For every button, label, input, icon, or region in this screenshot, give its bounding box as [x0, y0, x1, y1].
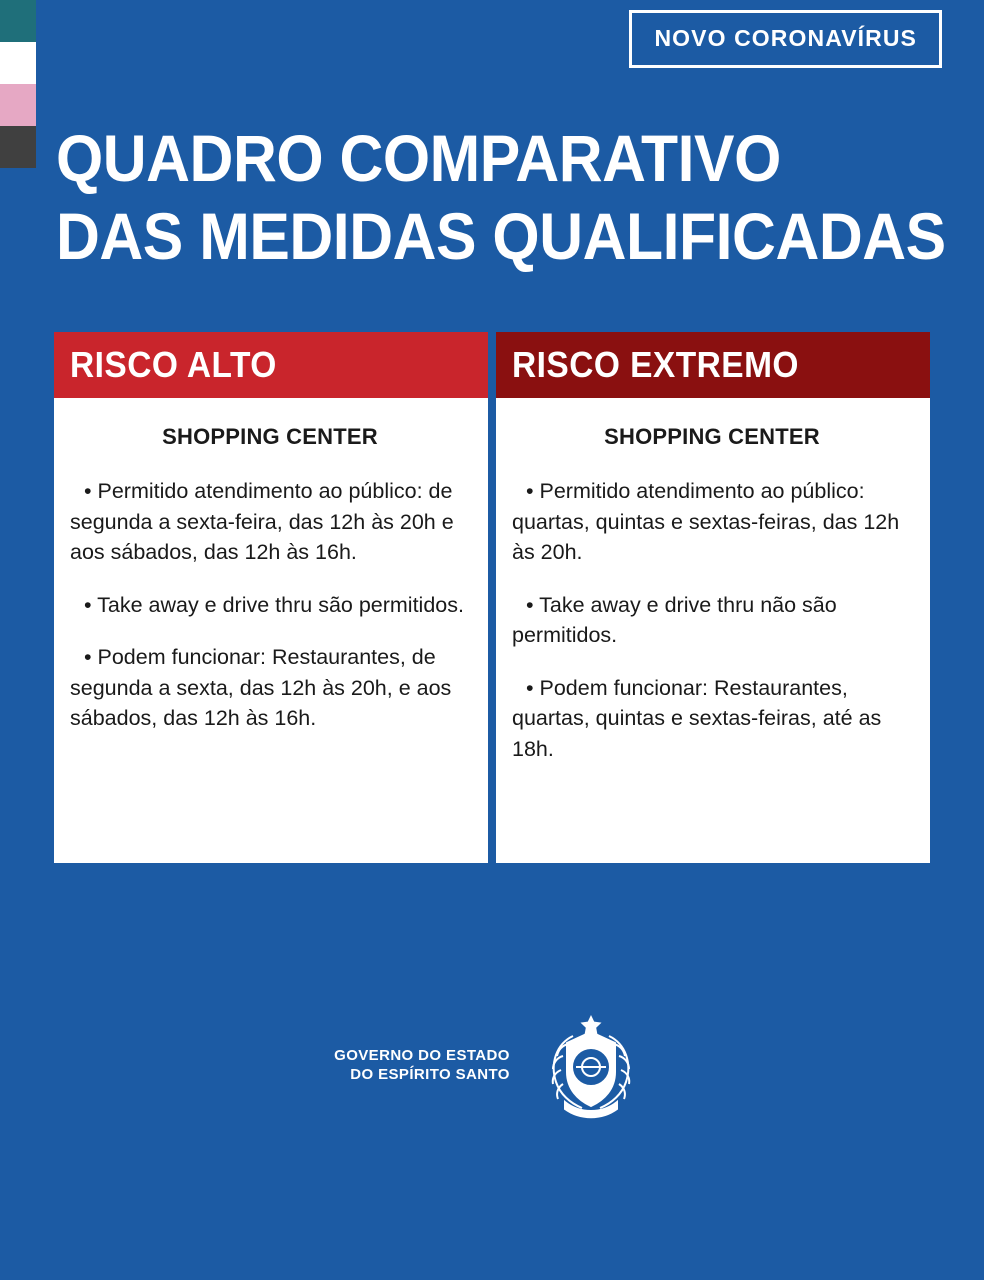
list-item: • Podem funcionar: Restaurantes, de segunda a sexta, das 12h às 20h, e aos sábados, das 12h às 16h.	[70, 645, 452, 731]
strip-segment-teal	[0, 0, 36, 42]
strip-segment-dark	[0, 126, 36, 168]
comparison-table	[54, 332, 930, 863]
column-header-risco-alto	[54, 332, 488, 398]
list-item: • Take away e drive thru não são permitidos.	[512, 592, 837, 648]
government-wordmark	[334, 1047, 510, 1085]
list-item: • Permitido atendimento ao público: de segunda a sexta-feira, das 12h às 20h e aos sábados, das 12h às 16h.	[70, 479, 454, 565]
campaign-badge	[629, 10, 942, 68]
coat-of-arms-icon	[532, 1010, 650, 1122]
footer	[0, 1010, 984, 1122]
page-title	[56, 120, 946, 276]
section-title: SHOPPING CENTER	[604, 424, 820, 449]
decorative-color-strip	[0, 0, 36, 168]
column-header-label: RISCO ALTO	[70, 344, 277, 385]
page-title-line-1: QUADRO COMPARATIVO	[56, 121, 781, 195]
strip-segment-pink	[0, 84, 36, 126]
government-wordmark-line-1: GOVERNO DO ESTADO	[334, 1047, 510, 1065]
campaign-badge-label: NOVO CORONAVÍRUS	[654, 25, 917, 51]
column-risco-extremo	[496, 332, 930, 863]
section-title: SHOPPING CENTER	[162, 424, 378, 449]
column-body-risco-alto	[54, 398, 488, 863]
column-header-label: RISCO EXTREMO	[512, 344, 799, 385]
column-body-risco-extremo	[496, 398, 930, 863]
column-risco-alto	[54, 332, 488, 863]
column-header-risco-extremo	[496, 332, 930, 398]
list-item: • Permitido atendimento ao público: quartas, quintas e sextas-feiras, das 12h às 20h.	[512, 479, 900, 565]
page-title-line-2: DAS MEDIDAS QUALIFICADAS	[56, 198, 946, 273]
strip-segment-white	[0, 42, 36, 84]
list-item: • Take away e drive thru são permitidos.	[84, 592, 464, 617]
list-item: • Podem funcionar: Restaurantes, quartas, quintas e sextas-feiras, até as 18h.	[512, 675, 882, 761]
government-wordmark-line-2: DO ESPÍRITO SANTO	[350, 1066, 510, 1083]
